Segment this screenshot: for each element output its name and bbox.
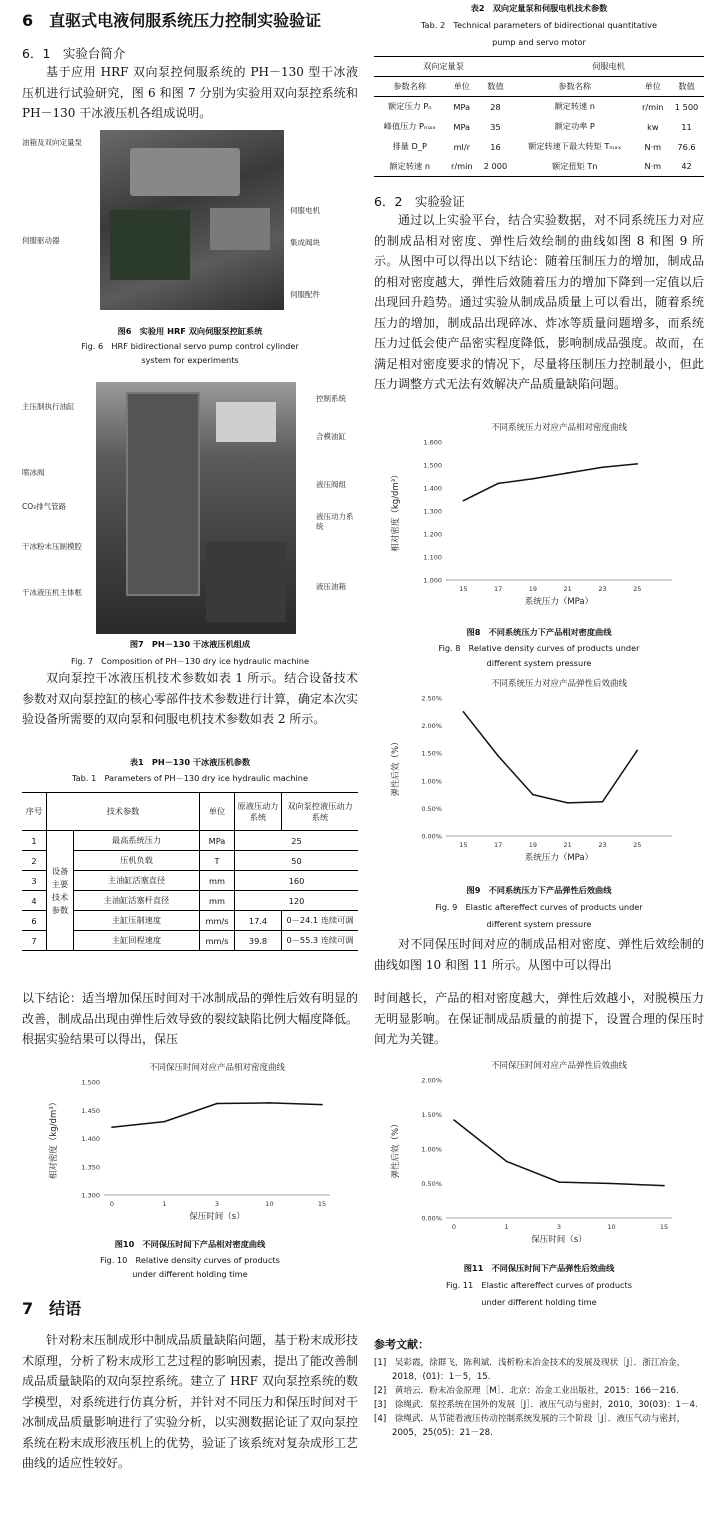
x-tick-label: 0: [451, 1223, 457, 1231]
data-series-line: [463, 464, 637, 501]
table2-cell: N·m: [644, 141, 662, 152]
table2-cell: 额定扭矩 Tn: [551, 160, 598, 171]
table2-head-cell: 单位: [644, 81, 661, 91]
table1-cell: 50: [291, 855, 302, 866]
table1-group-label: 设备主要技术参数: [47, 831, 74, 951]
y-tick-label: 1.450: [81, 1106, 100, 1115]
fig7-caption-zh: 图7 PH－130 干冰液压机组成: [129, 639, 251, 649]
y-tick-label: 1.350: [81, 1163, 100, 1172]
section-6-title: 6 直驱式电液伺服系统压力控制实验验证: [22, 11, 322, 30]
data-series-line: [454, 1120, 664, 1186]
y-tick-label: 1.200: [423, 530, 442, 539]
table1-caption-en: Tab. 1 Parameters of PH－130 dry ice hydraulic machine: [72, 773, 308, 783]
table1-cell: 2: [22, 851, 47, 871]
table2-cell: kw: [647, 121, 659, 132]
table2-cell: 42: [681, 161, 692, 172]
x-tick-label: 19: [528, 841, 538, 849]
driver-board-shape: [110, 210, 190, 280]
data-point: [611, 1183, 613, 1185]
table-row: [374, 97, 704, 117]
fig7-label-valve-group: 液压阀组: [316, 480, 346, 489]
y-tick-label: 1.00%: [421, 1145, 442, 1154]
y-tick-label: 1.100: [423, 553, 442, 562]
table-row: [374, 117, 704, 137]
table1-cell: 主缸压制速度: [74, 911, 200, 931]
table1-cell: 7: [22, 931, 47, 951]
x-axis-label: 保压时间（s）: [189, 1212, 245, 1222]
oil-tank-shape: [206, 542, 286, 622]
table2-cell: 2 000: [483, 161, 508, 172]
valve-block-shape: [210, 208, 270, 250]
table2-cell: 额定功率 P: [554, 121, 595, 131]
table2-group-motor: 伺服电机: [592, 61, 625, 71]
table1-cell: MPa: [200, 831, 235, 851]
subsection-6-2-title: 6．2 实验验证: [374, 194, 465, 209]
fig6-label-accessories: 伺服配件: [290, 290, 320, 299]
paragraph-holding-result: 时间越长，产品的相对密度越大，弹性后效越小，对脱模压力无明显影响。在保证制成品质量的前提下，设置合理的保压时间尤为关键。: [374, 991, 704, 1046]
table2-group-row: [374, 57, 704, 77]
table1-cell: 4: [22, 891, 47, 911]
data-point: [164, 1121, 166, 1123]
data-point: [636, 463, 638, 465]
table1-head-no: 序号: [22, 793, 47, 831]
servo-pump-photo: [100, 130, 284, 310]
fig8-caption-en-2: different system pressure: [486, 658, 592, 668]
table2-cell: 额定转速 n: [554, 101, 595, 112]
table1-cell: 最高系统压力: [74, 831, 200, 851]
data-point: [602, 467, 604, 469]
x-tick-label: 23: [598, 585, 607, 593]
table2-cell: 额定转速下最大转矩 Tₘₐₓ: [528, 141, 622, 151]
table-row: [22, 831, 358, 851]
fig9-caption-zh: 图9 不同系统压力下产品弹性后效曲线: [466, 885, 612, 895]
x-tick-label: 1: [504, 1223, 509, 1231]
table1-caption-zh: 表1 PH－130 干冰液压机参数: [129, 757, 251, 767]
y-axis-label: 相对密度（kg/dm³）: [391, 470, 401, 552]
data-point: [463, 711, 465, 713]
data-series-line: [112, 1103, 322, 1127]
fig11-caption-zh: 图11 不同保压时间下产品弹性后效曲线: [463, 1263, 615, 1273]
table1-head-bidirectional: 双向泵控液压动力系统: [287, 800, 353, 822]
table2-cell: MPa: [453, 121, 471, 132]
x-axis-label: 系统压力（MPa）: [524, 853, 594, 863]
fig7-label-exhaust: CO₂排气管路: [22, 502, 67, 511]
table2-cell: r/min: [450, 161, 473, 172]
y-axis-label: 相对密度（kg/dm³）: [49, 1097, 59, 1180]
y-tick-label: 1.500: [81, 1078, 100, 1087]
table1-head-original: 原液压动力系统: [235, 793, 282, 831]
data-point: [321, 1104, 323, 1106]
fig11-caption-en-2: under different holding time: [481, 1297, 597, 1307]
y-tick-label: 1.300: [423, 507, 442, 516]
paragraph-holding-conclusion: 以下结论：适当增加保压时间对干冰制成品的弹性后效有明显的改善，制成品出现由弹性后效导致的裂纹缺陷比例大幅度降低。根据实验结果可以得出，保压: [22, 991, 359, 1046]
table2-cell: MPa: [453, 101, 471, 112]
fig10-caption-en-2: under different holding time: [132, 1269, 248, 1279]
x-tick-label: 25: [633, 841, 642, 849]
data-point: [663, 1185, 665, 1187]
table2-cell: 排量 D_P: [392, 141, 427, 151]
table-row: [374, 157, 704, 177]
chart-title: 不同系统压力对应产品弹性后效曲线: [490, 679, 628, 689]
fig7-label-mold: 干冰粉末压制模腔: [22, 542, 82, 551]
table1-cell: 0－24.1 连续可调: [286, 915, 354, 925]
figure-7: [22, 382, 358, 634]
x-tick-label: 15: [659, 1223, 669, 1231]
x-tick-label: 17: [494, 841, 503, 849]
table2-caption-en-1: Tab. 2 Technical parameters of bidirectional quantitative: [420, 20, 658, 30]
fig6-label-motor: 伺服电机: [290, 206, 320, 215]
fig8-caption-zh: 图8 不同系统压力下产品相对密度曲线: [466, 627, 612, 637]
y-tick-label: 1.400: [423, 484, 442, 493]
reference-item: [2] 黄培云．粉末冶金原理［M］．北京：冶金工业出版社，2015：166－216.: [374, 1386, 679, 1396]
table1-cell: 主缸回程速度: [74, 931, 200, 951]
window-shape: [216, 402, 276, 442]
x-tick-label: 3: [556, 1223, 562, 1231]
y-tick-label: 0.50%: [421, 1180, 442, 1188]
fig7-label-ice-valve: 喷冰阀: [22, 468, 45, 477]
table1-cell: 17.4: [235, 911, 282, 931]
data-point: [602, 801, 604, 803]
fig11-caption-en-1: Fig. 11 Elastic aftereffect curves of products: [446, 1280, 632, 1290]
data-point: [216, 1103, 218, 1105]
data-point: [567, 802, 569, 804]
table2-head-cell: 数值: [487, 81, 504, 91]
table1-head-unit: 单位: [200, 793, 235, 831]
table1-cell: 主油缸活塞杆直径: [74, 891, 200, 911]
table1-cell: 主油缸活塞直径: [74, 871, 200, 891]
table1-cell: 39.8: [235, 931, 282, 951]
data-point: [558, 1181, 560, 1183]
fig7-label-mold-cylinder: 合模油缸: [316, 432, 346, 441]
fig6-label-valve: 集成阀块: [290, 238, 320, 247]
y-tick-label: 1.600: [423, 438, 442, 447]
fig6-label-driver: 伺服驱动器: [22, 236, 60, 245]
paragraph-conclusion: 针对粉末压制成形中制成品质量缺陷问题，基于粉末成形技术原理，分析了粉末成形工艺过程的影响因素，提出了能改善制成品质量缺陷的双向泵控系统。建立了 HRF 双向泵控系统的数学模型，对系统进行仿真分析，并针对不同压力和保压时间对干冰制成品质量影响进行了实验分析，以实测数据论证了双向泵控系统在粉末成形液压机上的优势，验证了该系统对复杂成形工艺曲线的适应性较好。: [22, 1333, 359, 1470]
table2-cell: r/min: [642, 101, 664, 112]
machine-frame-shape: [126, 392, 200, 596]
hydraulic-machine-photo: [96, 382, 296, 634]
y-tick-label: 0.00%: [421, 1214, 442, 1223]
y-tick-label: 2.50%: [421, 694, 442, 703]
x-tick-label: 15: [459, 585, 468, 593]
x-tick-label: 17: [494, 585, 503, 593]
fig7-caption-en: Fig. 7 Composition of PH－130 dry ice hydraulic machine: [71, 656, 309, 666]
y-tick-label: 0.00%: [421, 832, 442, 841]
data-point: [567, 472, 569, 474]
fig10-caption-zh: 图10 不同保压时间下产品相对密度曲线: [114, 1239, 266, 1249]
table-1: [22, 792, 358, 951]
table2-cell: 额定转速 n: [389, 160, 431, 171]
figure-6: [22, 130, 358, 320]
x-axis-label: 保压时间（s）: [531, 1235, 587, 1245]
chart-title: 不同保压时间对应产品弹性后效曲线: [490, 1061, 628, 1071]
table1-cell: mm: [200, 891, 235, 911]
table2-head-cell: 参数名称: [393, 81, 427, 91]
table1-head-param: 技术参数: [47, 793, 200, 831]
y-tick-label: 1.50%: [421, 1111, 442, 1119]
table1-cell: mm/s: [200, 911, 235, 931]
paragraph-6-1: 基于应用 HRF 双向泵控伺服系统的 PH－130 型干冰液压机进行试验研究，图 6 和图 7 分别为实验用双向泵控系统和 PH－130 干冰液压机各组成说明。: [22, 65, 358, 120]
subsection-6-1-title: 6．1 实验台简介: [22, 46, 126, 61]
table1-cell: mm/s: [200, 931, 235, 951]
y-tick-label: 1.000: [423, 576, 442, 585]
fig6-caption-zh: 图6 实验用 HRF 双向伺服泵控缸系统: [117, 326, 263, 336]
y-tick-label: 0.50%: [421, 804, 442, 813]
y-tick-label: 2.00%: [421, 1076, 442, 1085]
fig8-caption-en-1: Fig. 8 Relative density curves of products under: [438, 643, 640, 653]
figure-10-chart: [42, 1058, 342, 1233]
fig7-label-frame: 干冰液压机主体框: [22, 588, 82, 597]
data-point: [453, 1119, 455, 1121]
data-point: [269, 1102, 271, 1104]
data-point: [636, 750, 638, 752]
table2-cell: 峰值压力 Pₘₐₓ: [383, 121, 436, 131]
fig6-caption-en-2: system for experiments: [141, 355, 239, 365]
x-tick-label: 19: [528, 585, 538, 593]
y-tick-label: 1.500: [423, 461, 442, 470]
table1-header-row: [22, 793, 358, 831]
data-point: [111, 1126, 113, 1128]
references-title: 参考文献：: [374, 1338, 429, 1351]
fig9-caption-en-1: Fig. 9 Elastic aftereffect curves of products under: [435, 902, 643, 912]
table2-cell: 额定压力 Pₙ: [387, 101, 432, 112]
x-tick-label: 1: [162, 1200, 167, 1208]
section-7-title: 7 结语: [22, 1299, 82, 1318]
data-point: [532, 478, 534, 480]
x-tick-label: 0: [109, 1200, 115, 1208]
table2-cell: 11: [681, 121, 692, 132]
x-tick-label: 21: [563, 841, 572, 849]
chart-title: 不同保压时间对应产品相对密度曲线: [148, 1063, 286, 1073]
data-point: [497, 755, 499, 757]
table2-caption-en-2: pump and servo motor: [492, 37, 586, 47]
table-row: [374, 137, 704, 157]
table2-cell: 28: [490, 101, 501, 112]
fig9-caption-en-2: different system pressure: [486, 919, 592, 929]
servo-motor-shape: [130, 148, 240, 196]
y-tick-label: 1.300: [81, 1191, 100, 1200]
table2-caption-zh: 表2 双向定量泵和伺服电机技术参数: [470, 3, 608, 13]
table2-cell: 76.6: [677, 141, 696, 152]
figure-11-chart: [384, 1056, 684, 1256]
reference-item: [1] 吴彩霞，徐群飞，陈利斌．浅析粉末冶金技术的发展及现状［J］．浙江冶金，2018，(01)：1－5，15.: [374, 1358, 686, 1382]
table2-cell: 16: [490, 141, 501, 152]
table2-cell: N·m: [644, 161, 662, 172]
chart-title: 不同系统压力对应产品相对密度曲线: [490, 423, 628, 433]
data-series-line: [463, 712, 637, 803]
table1-cell: 1: [22, 831, 47, 851]
paragraph-tech-params: 双向泵控干冰液压机技术参数如表 1 所示。结合设备技术参数对双向泵控缸的核心零部件技术参数进行计算，确定本次实验设备所需要的双向泵和伺服电机技术参数如表 2 所示。: [22, 671, 359, 726]
reference-item: [4] 徐绳武．从节能看液压传动控制系统发展的三个阶段［J］．液压气动与密封，2005，25(05)：21－28.: [374, 1414, 686, 1438]
x-tick-label: 15: [317, 1200, 327, 1208]
references: [374, 1336, 704, 1440]
table1-cell: mm: [200, 871, 235, 891]
table-2: [374, 56, 704, 177]
data-point: [463, 500, 465, 502]
table1-cell: 3: [22, 871, 47, 891]
table1-cell: 160: [288, 875, 305, 886]
table2-cell: 1 500: [674, 101, 699, 112]
table2-cell: ml/r: [453, 141, 470, 152]
figure-8-chart: [384, 418, 684, 618]
x-tick-label: 25: [633, 585, 642, 593]
table2-head-cell: 参数名称: [558, 81, 592, 91]
x-tick-label: 3: [214, 1200, 220, 1208]
table1-cell: T: [200, 851, 235, 871]
figure-9-chart: [384, 674, 684, 874]
y-axis-label: 弹性后效（%）: [391, 737, 401, 797]
x-tick-label: 15: [459, 841, 468, 849]
table2-cell: 35: [490, 121, 501, 132]
table2-head-cell: 单位: [453, 81, 470, 91]
y-tick-label: 1.00%: [421, 777, 442, 786]
y-tick-label: 1.50%: [421, 749, 442, 758]
data-point: [506, 1161, 508, 1163]
y-tick-label: 1.400: [81, 1135, 100, 1143]
table1-cell: 120: [288, 895, 305, 906]
fig10-caption-en-1: Fig. 10 Relative density curves of products: [100, 1255, 280, 1265]
x-tick-label: 23: [598, 841, 607, 849]
paragraph-holding-intro: 对不同保压时间对应的制成品相对密度、弹性后效绘制的曲线如图 10 和图 11 所示。从图中可以得出: [374, 937, 704, 972]
reference-item: [3] 徐绳武．泵控系统在国外的发展［J］．液压气动与密封，2010，30(03)：1－4.: [374, 1400, 698, 1410]
paragraph-6-2: 通过以上实验平台，结合实验数据，对不同系统压力对应的制成品相对密度、弹性后效绘制的曲线如图 8 和图 9 所示。从图中可以得出以下结论：随着压制压力的增加，制成品的相对密度越大，弹性后效随着压力的增加下降到一定值以后出现回升趋势。通过实验从制成品质量上可以看出，随着系统压力的增加，制成品出现碎冰、炸冰等质量问题增多，而系统压力过低会使产品密实程度降低，影响制成品强度。故而，在满足相对密度要求的情况下，尽量将压制压力控制最小，但此压力调整方式无法有效解决产品质量缺陷问题。: [374, 213, 704, 391]
data-point: [532, 794, 534, 796]
table2-header-row: [374, 77, 704, 97]
table1-cell: 压机负载: [74, 851, 200, 871]
fig6-label-tank: 油箱及双向定量泵: [22, 138, 82, 147]
data-point: [497, 483, 499, 485]
y-axis-label: 弹性后效（%）: [391, 1119, 401, 1179]
x-tick-label: 10: [265, 1200, 274, 1208]
x-tick-label: 21: [563, 585, 572, 593]
y-tick-label: 2.00%: [421, 722, 442, 731]
table1-cell: 6: [22, 911, 47, 931]
table2-head-cell: 数值: [678, 81, 695, 91]
table2-group-pump: 双向定量泵: [422, 61, 464, 71]
x-tick-label: 10: [607, 1223, 616, 1231]
fig6-caption-en-1: Fig. 6 HRF bidirectional servo pump control cylinder: [81, 341, 299, 351]
table1-cell: 25: [291, 835, 302, 846]
fig7-label-tank: 液压油箱: [316, 582, 346, 591]
fig7-label-main-cylinder: 主压制执行油缸: [22, 402, 75, 411]
fig7-label-power: 液压动力系统: [316, 512, 354, 531]
x-axis-label: 系统压力（MPa）: [524, 597, 594, 607]
table1-cell: 0－55.3 连续可调: [286, 935, 354, 945]
fig7-label-control: 控制系统: [316, 394, 346, 403]
